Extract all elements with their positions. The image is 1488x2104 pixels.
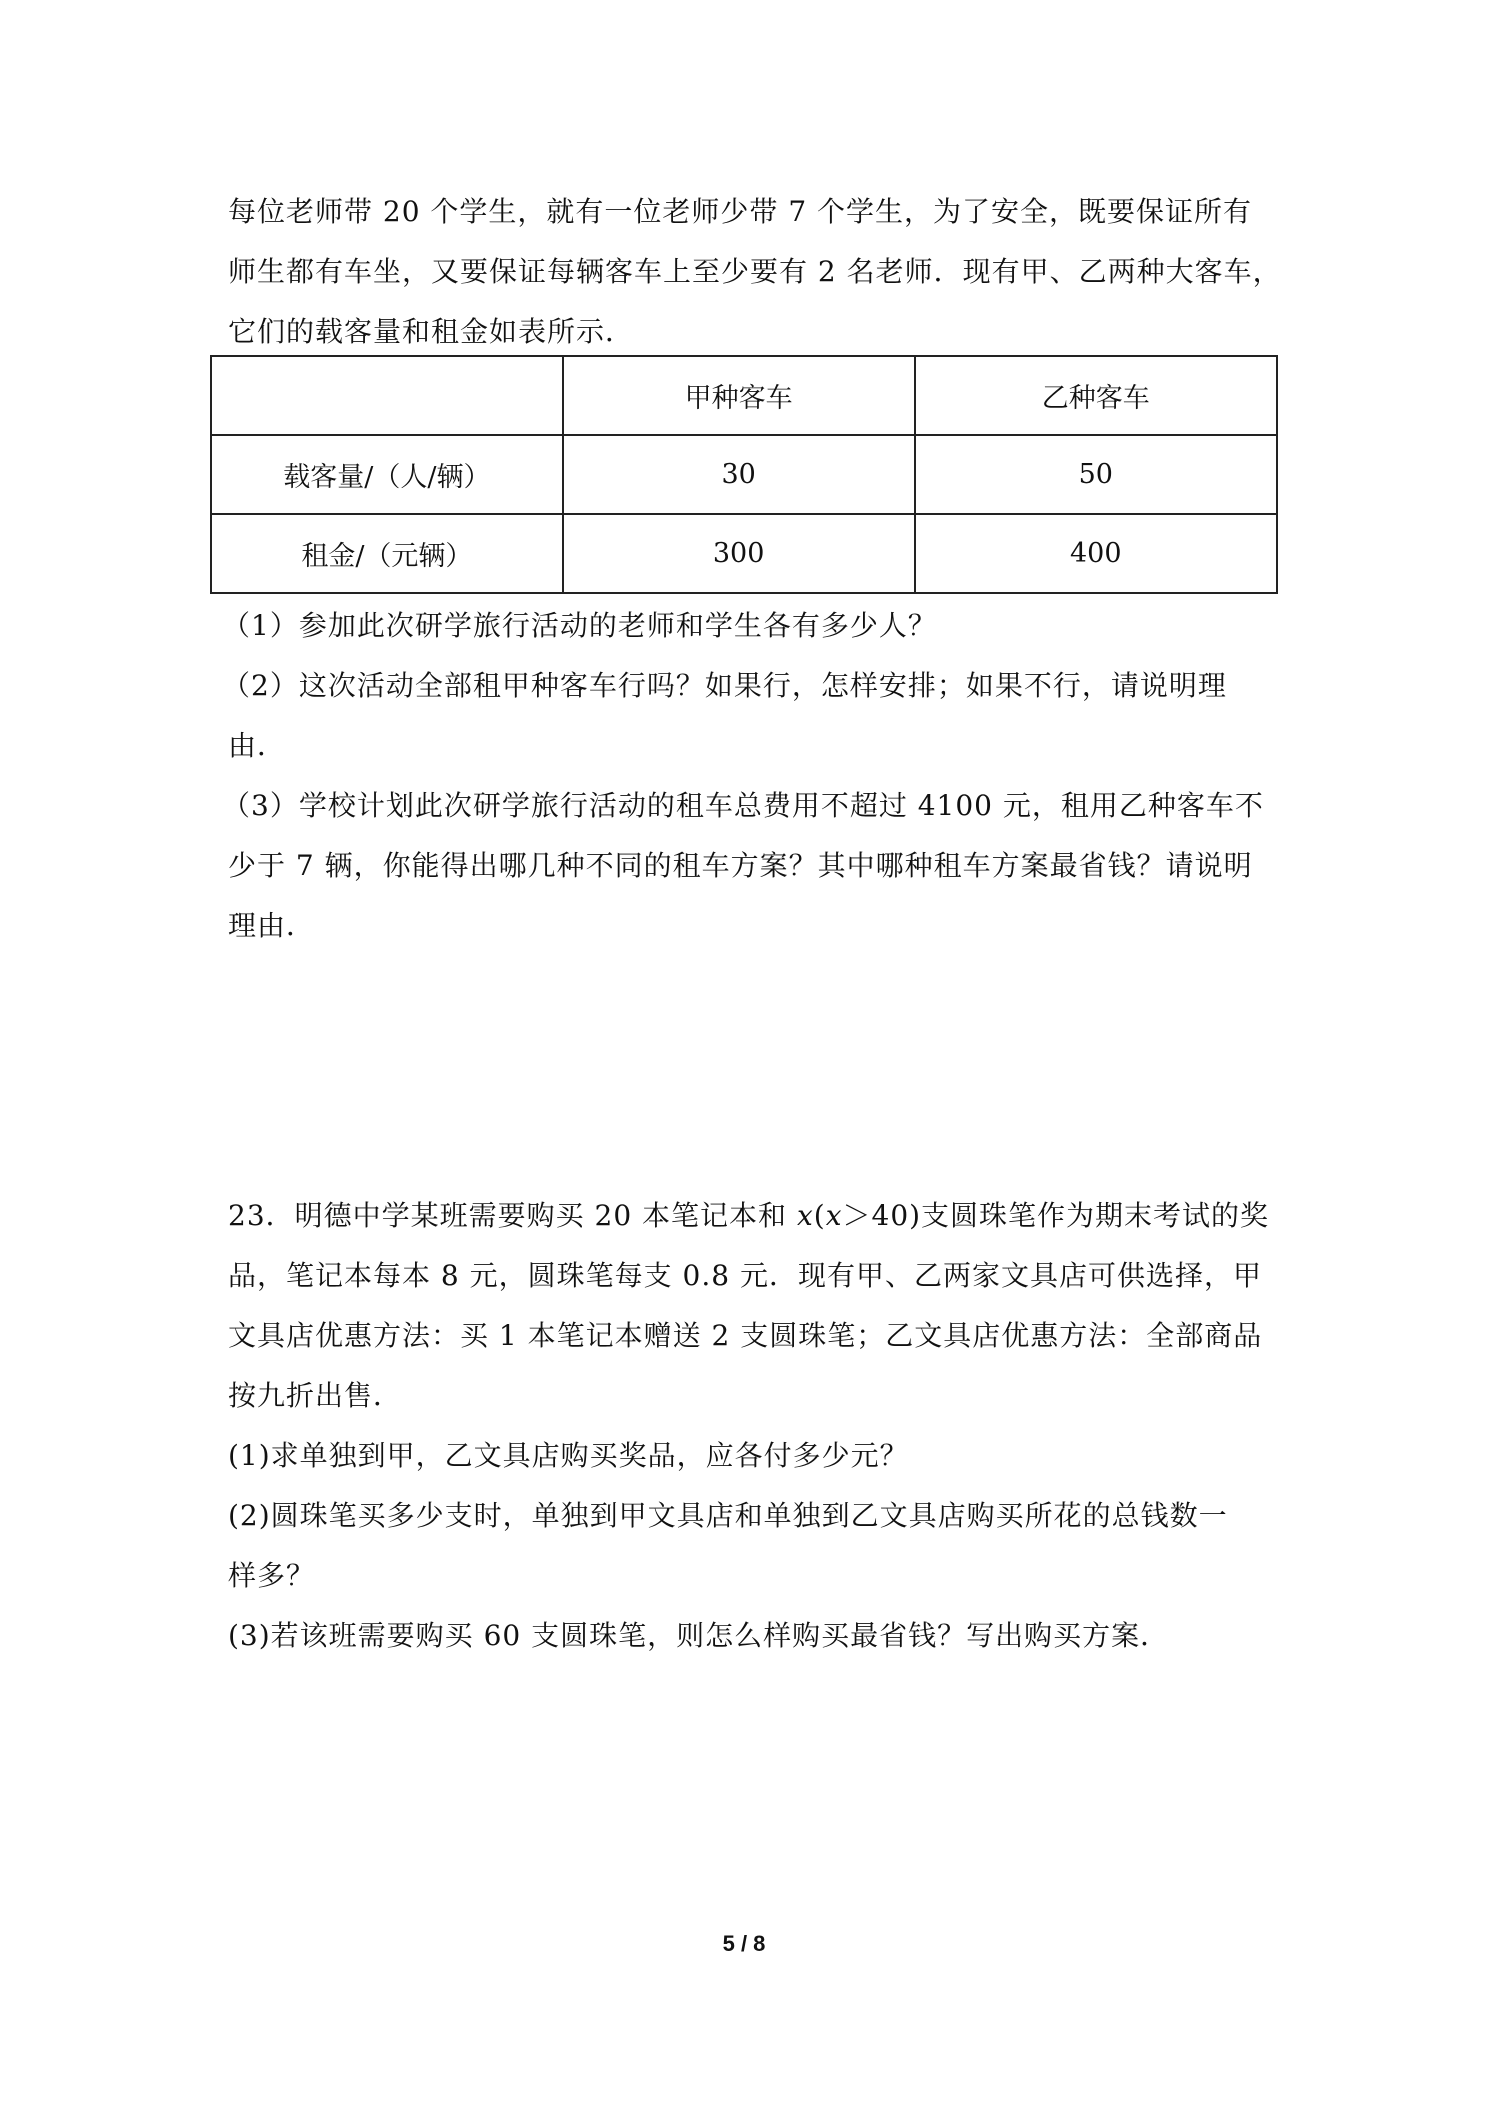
q23-line-2: 品，笔记本每本 8 元，圆珠笔每支 0.8 元．现有甲、乙两家文具店可供选择，甲: [228, 1259, 1262, 1292]
q23-sub1: (1)求单独到甲，乙文具店购买奖品，应各付多少元？: [228, 1439, 909, 1472]
variable-x: x: [825, 1199, 843, 1232]
q22-sub3-line-1: （3）学校计划此次研学旅行活动的租车总费用不超过 4100 元，租用乙种客车不: [222, 789, 1264, 822]
table-header-row: [211, 356, 1277, 435]
row-label-capacity: 载客量/（人/辆）: [211, 435, 563, 514]
q23-line-1-paren: (: [813, 1199, 826, 1232]
q22-sub3-line-3: 理由．: [228, 909, 316, 942]
q23-line-1: [228, 1196, 1269, 1236]
q23-sub3: (3)若该班需要购买 60 支圆珠笔，则怎么样购买最省钱？写出购买方案．: [228, 1619, 1170, 1652]
q23-line-3: 文具店优惠方法：买 1 本笔记本赠送 2 支圆珠笔；乙文具店优惠方法：全部商品: [228, 1319, 1263, 1352]
q22-line-2: 师生都有车坐，又要保证每辆客车上至少要有 2 名老师．现有甲、乙两种大客车，: [228, 255, 1282, 288]
q22-line-3: 它们的载客量和租金如表所示．: [228, 315, 635, 348]
cell-rent-b: 400: [915, 514, 1277, 593]
cell-capacity-b: 50: [915, 435, 1277, 514]
q22-line-1: 每位老师带 20 个学生，就有一位老师少带 7 个学生，为了安全，既要保证所有: [228, 195, 1253, 228]
table-row: [211, 514, 1277, 593]
header-bus-b: 乙种客车: [915, 356, 1277, 435]
q22-sub1: （1）参加此次研学旅行活动的老师和学生各有多少人？: [222, 609, 937, 642]
table-corner-cell: [211, 356, 563, 435]
q23-line-1-text-c: ＞40)支圆珠笔作为期末考试的奖: [842, 1199, 1270, 1232]
q23-line-1-text-a: 23．明德中学某班需要购买 20 本笔记本和: [228, 1199, 797, 1232]
row-label-rent: 租金/（元辆）: [211, 514, 563, 593]
table-row: [211, 435, 1277, 514]
page-number: 5 / 8: [722, 1931, 766, 1956]
q23-line-4: 按九折出售．: [228, 1379, 403, 1412]
header-bus-a: 甲种客车: [563, 356, 915, 435]
bus-rental-table: [210, 355, 1278, 594]
q22-sub3-line-2: 少于 7 辆，你能得出哪几种不同的租车方案？其中哪种租车方案最省钱？请说明: [228, 849, 1253, 882]
q22-sub2-line-1: （2）这次活动全部租甲种客车行吗？如果行，怎样安排；如果不行，请说明理: [222, 669, 1227, 702]
cell-capacity-a: 30: [563, 435, 915, 514]
q23-sub2-line-2: 样多？: [228, 1559, 316, 1592]
q22-sub2-line-2: 由．: [228, 729, 287, 762]
q23-sub2-line-1: (2)圆珠笔买多少支时，单独到甲文具店和单独到乙文具店购买所花的总钱数一: [228, 1499, 1228, 1532]
cell-rent-a: 300: [563, 514, 915, 593]
variable-x: x: [796, 1199, 814, 1232]
